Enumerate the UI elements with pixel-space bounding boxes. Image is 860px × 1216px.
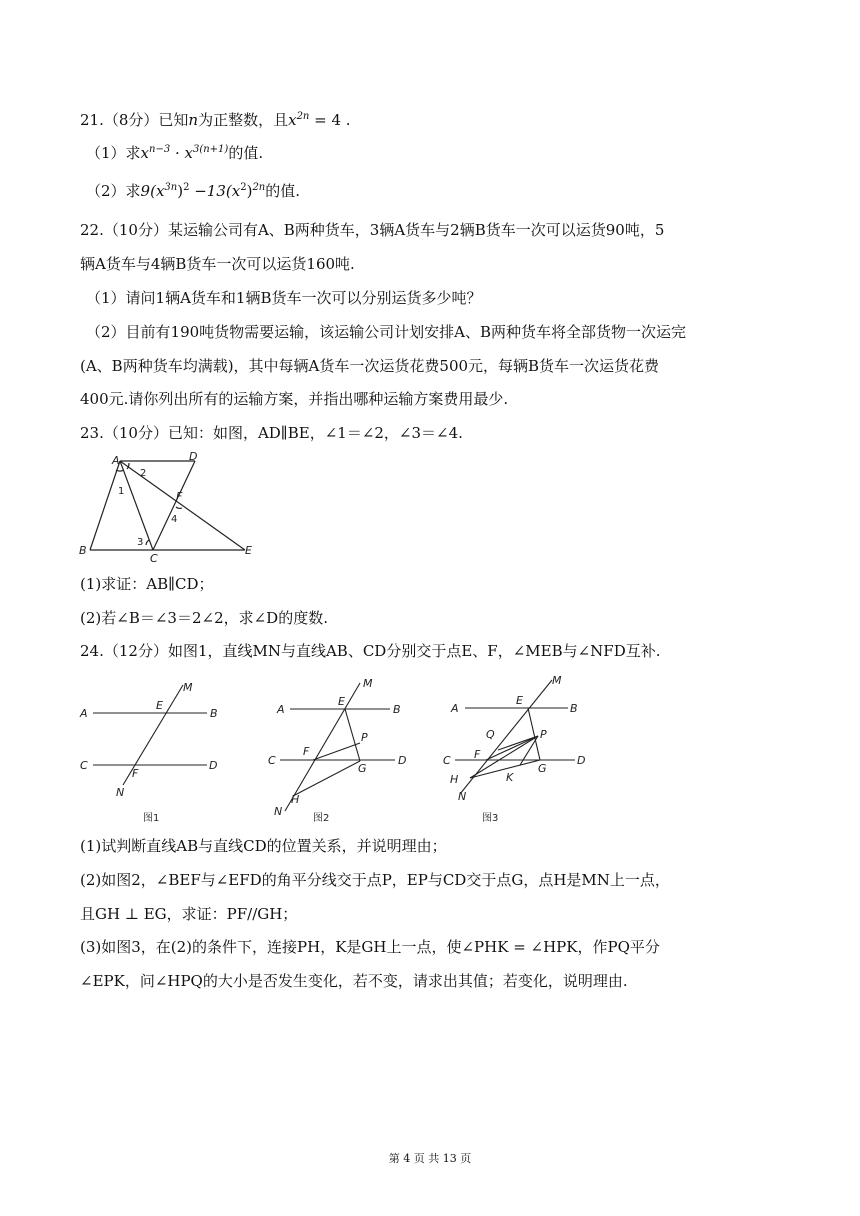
fig2-label: P [361, 731, 368, 744]
q24-figure-2 [265, 675, 425, 825]
q24-part3: (3)如图3，在(2)的条件下，连接PH，K是GH上一点，使∠PHK = ∠HPK，作PQ平分 [80, 938, 660, 956]
fig23-label: B [79, 544, 87, 557]
q21-part2: （2）求$9(x^{3n})^2 -13(x^2)^{2n}$的值. [86, 182, 301, 200]
fig1-label: B [210, 707, 218, 720]
q22-part1: （1）请问1辆A货车和1辆B货车一次可以分别运货多少吨？ [86, 289, 482, 307]
q23-part2: (2)若∠B＝∠3＝2∠2，求∠D的度数. [80, 609, 328, 627]
page-footer: 第 4 页 共 13 页 [388, 1152, 472, 1165]
fig2-label: C [268, 754, 276, 767]
q22-line1: 22.（10分）某运输公司有A、B两种货车，3辆A货车与2辆B货车一次可以运货90吨，5 [80, 221, 665, 239]
fig23-label: A [112, 454, 120, 467]
q24-stem: 24.（12分）如图1，直线MN与直线AB、CD分别交于点E、F，∠MEB与∠NFD互补. [80, 642, 661, 660]
fig2-label: N [274, 805, 283, 818]
figure-caption: 图1 [143, 813, 160, 824]
fig3-label: K [506, 771, 514, 784]
fig1-label: F [132, 767, 139, 780]
fig2-label: B [393, 703, 401, 716]
q22-line6: 400元.请你列出所有的运输方案，并指出哪种运输方案费用最少. [80, 390, 509, 408]
fig3-label: A [451, 702, 459, 715]
q22-part2: （2）目前有190吨货物需要运输，该运输公司计划安排A、B两种货车将全部货物一次运完 [86, 323, 687, 341]
fig23-label: 2 [140, 468, 147, 479]
fig3-label: N [458, 790, 467, 803]
q24-figure-3 [440, 670, 605, 825]
q23-stem: 23.（10分）已知：如图，AD∥BE，∠1＝∠2，∠3＝∠4. [80, 424, 463, 442]
fig2-label: F [303, 745, 310, 758]
fig23-label: 1 [118, 486, 125, 497]
fig2-label: G [358, 762, 367, 775]
fig23-label: 3 [137, 537, 144, 548]
q21-stem: 21.（8分）已知n为正整数，且$x^{2n} = 4$ . [80, 111, 351, 129]
fig3-label: Q [486, 728, 495, 741]
q22-line5: (A、B两种货车均满载)，其中每辆A货车一次运货花费500元，每辆B货车一次运货花费 [80, 357, 660, 375]
fig3-label: H [450, 773, 459, 786]
q24-part3-cont: ∠EPK，问∠HPQ的大小是否发生变化，若不变，请求出其值；若变化，说明理由. [80, 972, 628, 990]
fig1-label: N [116, 786, 125, 799]
fig2-label: A [277, 703, 285, 716]
fig23-label: F [176, 490, 183, 503]
fig23-label: 4 [171, 514, 178, 525]
fig23-label: E [245, 544, 252, 557]
fig1-label: A [80, 707, 88, 720]
fig2-label: H [291, 793, 300, 806]
fig3-label: F [474, 748, 481, 761]
q21-part1: （1）求$x^{n-3} \cdot x^{3(n+1)}$的值. [86, 144, 264, 162]
fig3-label: D [577, 754, 586, 767]
fig1-label: M [183, 681, 193, 694]
q24-part2: (2)如图2，∠BEF与∠EFD的角平分线交于点P，EP与CD交于点G，点H是MN上一点， [80, 871, 670, 889]
q24-part1: (1)试判断直线AB与直线CD的位置关系，并说明理由； [80, 837, 447, 855]
fig2-label: M [363, 677, 373, 690]
figure-caption: 图3 [482, 813, 499, 824]
q24-part2-cont: 且GH ⊥ EG，求证：PF//GH； [80, 905, 298, 923]
q24-figure-1 [75, 675, 235, 825]
figure-caption: 图2 [313, 813, 330, 824]
fig3-label: G [538, 762, 547, 775]
fig3-label: E [516, 694, 523, 707]
fig2-label: D [398, 754, 407, 767]
fig3-label: P [540, 728, 547, 741]
fig2-label: E [338, 695, 345, 708]
fig1-label: C [80, 759, 88, 772]
fig3-label: C [443, 754, 451, 767]
q23-part1: (1)求证：AB∥CD； [80, 575, 214, 593]
fig3-label: B [570, 702, 578, 715]
q22-line2: 辆A货车与4辆B货车一次可以运货160吨. [80, 255, 355, 273]
fig1-label: D [209, 759, 218, 772]
fig23-label: C [150, 552, 158, 565]
fig23-label: D [189, 452, 198, 463]
q23-figure [75, 452, 265, 570]
fig3-label: M [552, 674, 562, 687]
fig1-label: E [156, 699, 163, 712]
